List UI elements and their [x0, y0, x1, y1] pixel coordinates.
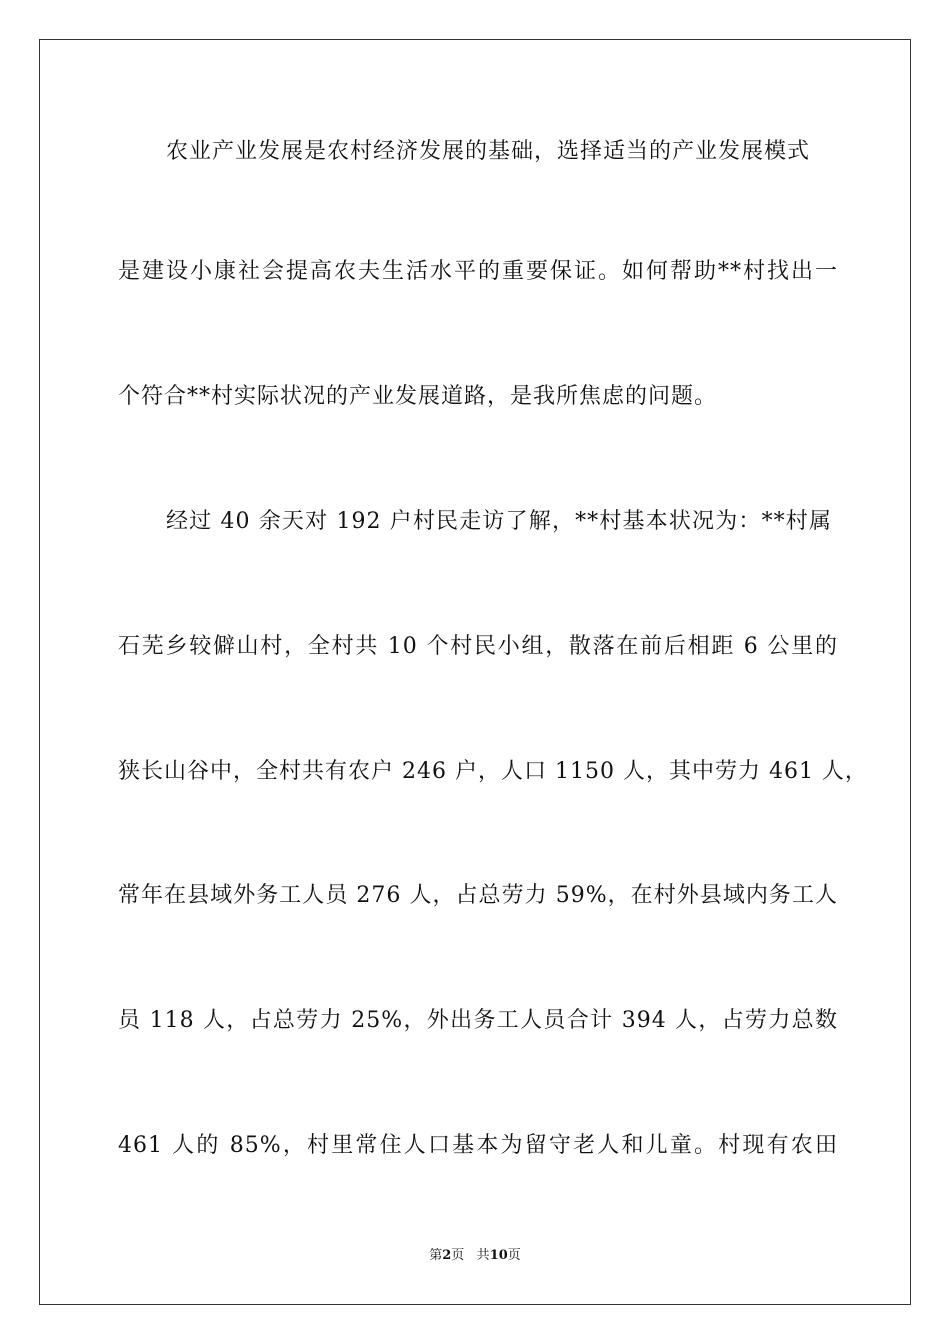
footer-total-unit: 页	[507, 1248, 521, 1263]
page-footer	[0, 1247, 950, 1265]
paragraph-1-line-2: 是建设小康社会提高农夫生活水平的重要保证。如何帮助**村找出一	[118, 259, 838, 284]
page-border	[39, 39, 911, 1305]
total-page-count: 10	[489, 1248, 508, 1263]
paragraph-1-line-3: 个符合**村实际状况的产业发展道路，是我所焦虑的问题。	[118, 384, 718, 409]
footer-page-unit: 页	[451, 1248, 465, 1263]
paragraph-2-line-5: 员 118 人，占总劳力 25%，外出务工人员合计 394 人，占劳力总数	[118, 1008, 838, 1033]
footer-total-prefix: 共	[476, 1248, 490, 1263]
footer-prefix: 第	[429, 1248, 443, 1263]
paragraph-2-line-4: 常年在县域外务工人员 276 人，占总劳力 59%，在村外县域内务工人	[118, 883, 838, 908]
paragraph-2-line-6: 461 人的 85%，村里常住人口基本为留守老人和儿童。村现有农田	[118, 1133, 838, 1158]
paragraph-1-line-1: 农业产业发展是农村经济发展的基础，选择适当的产业发展模式	[166, 139, 811, 164]
current-page-number: 2	[442, 1248, 452, 1263]
paragraph-2-line-2: 石芜乡较僻山村，全村共 10 个村民小组，散落在前后相距 6 公里的	[118, 634, 838, 659]
paragraph-2-line-3: 狭长山谷中，全村共有农户 246 户，人口 1150 人，其中劳力 461 人，	[118, 759, 868, 784]
paragraph-2-line-1: 经过 40 余天对 192 户村民走访了解，**村基本状况为：**村属	[166, 509, 832, 534]
